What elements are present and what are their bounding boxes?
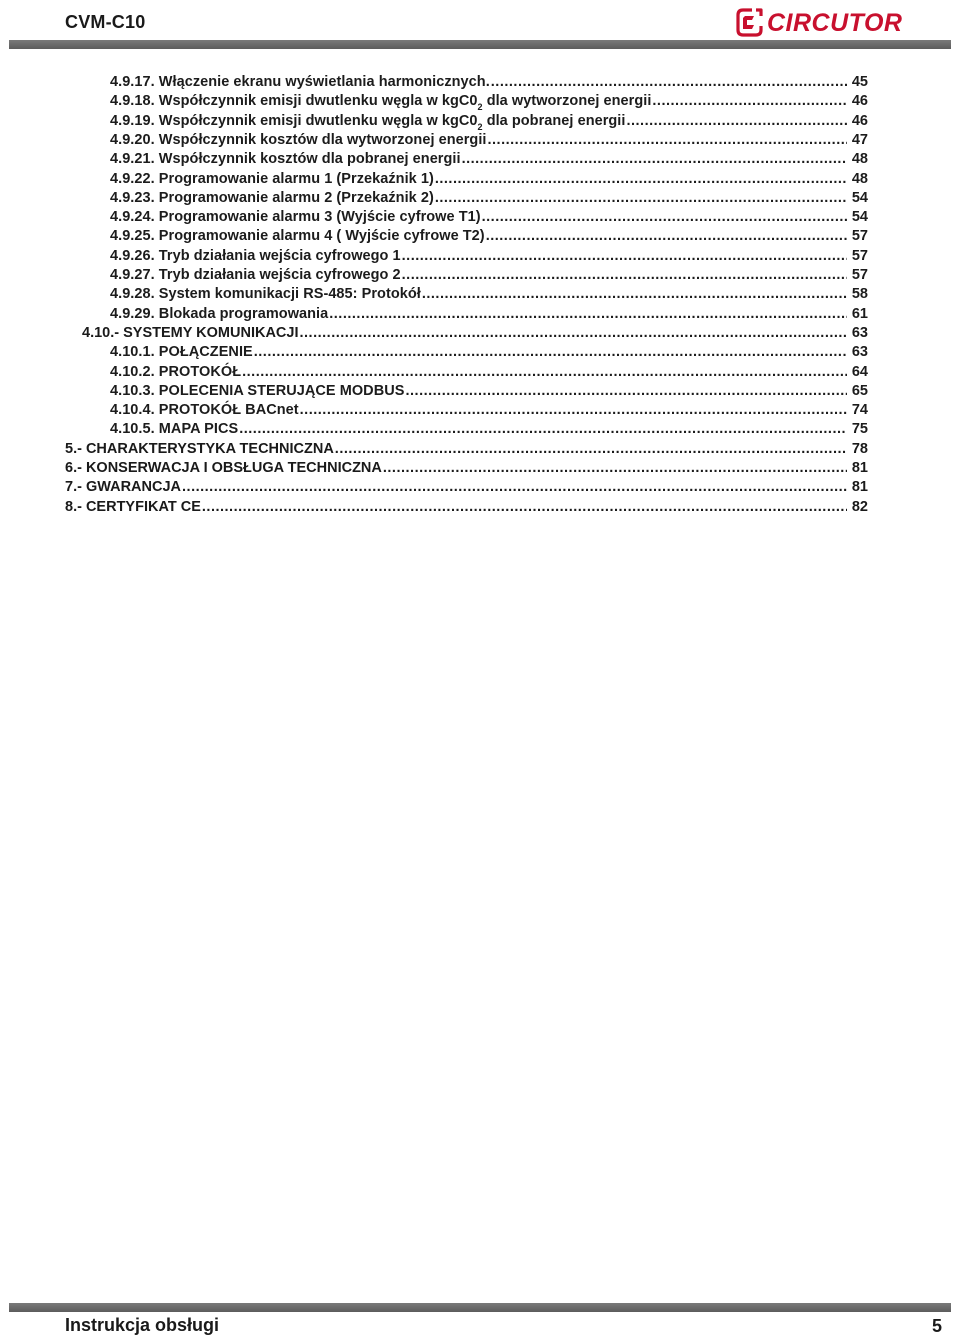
toc-entry-title xyxy=(65,441,334,457)
toc-entry[interactable] xyxy=(65,499,868,518)
toc-leader-dots xyxy=(435,190,847,206)
toc-entry-text: CHARAKTERYSTYKA TECHNICZNA xyxy=(85,440,334,457)
toc-entry-page: 78 xyxy=(851,440,868,457)
toc-entry-number: 4.9.18. xyxy=(110,93,155,110)
toc-leader-dots xyxy=(254,344,847,360)
toc-entry-text: SYSTEMY KOMUNIKACJI xyxy=(123,324,299,341)
toc-entry-text: Tryb działania wejścia cyfrowego 2 xyxy=(158,267,401,283)
toc-entry-text: CERTYFIKAT CE xyxy=(85,498,201,515)
toc-entry-page: 47 xyxy=(851,131,868,148)
toc-entry-title xyxy=(110,74,490,90)
toc-leader-dots xyxy=(300,402,847,418)
toc-entry-title xyxy=(110,151,461,167)
toc-entry-title xyxy=(110,421,238,437)
toc-entry-text: MAPA PICS xyxy=(158,421,239,438)
toc-entry-text: POLECENIA STERUJĄCE MODBUS xyxy=(158,382,405,399)
toc-entry-text-cont: dla wytworzonej energii xyxy=(482,93,652,110)
toc-entry-number: 7.- xyxy=(65,479,82,496)
toc-entry-title xyxy=(110,267,401,283)
toc-entry[interactable] xyxy=(110,421,868,440)
toc-entry-text: PROTOKÓŁ BACnet xyxy=(158,402,299,419)
toc-entry-page: 61 xyxy=(851,305,868,322)
toc-entry[interactable] xyxy=(110,151,868,170)
toc-entry-page: 46 xyxy=(851,112,868,129)
toc-entry-title xyxy=(110,209,481,225)
toc-entry-text: PROTOKÓŁ xyxy=(158,363,242,380)
toc-entry-number: 4.9.24. xyxy=(110,209,155,226)
toc-entry-number: 4.9.28. xyxy=(110,286,155,303)
toc-entry-page: 48 xyxy=(851,151,868,168)
toc-entry-text: Blokada programowania xyxy=(158,305,329,322)
toc-entry-page: 63 xyxy=(851,344,868,361)
toc-entry-number: 4.9.23. xyxy=(110,189,155,206)
toc-entry-number: 6.- xyxy=(65,460,82,476)
toc-entry-text: Programowanie alarmu 1 (Przekaźnik 1) xyxy=(158,170,434,187)
toc-entry-title xyxy=(82,325,299,341)
toc-entry-text-cont: dla pobranej energii xyxy=(482,112,626,129)
toc-entry-page: 82 xyxy=(851,498,868,515)
toc-entry-number: 4.9.26. xyxy=(110,247,155,264)
toc-entry-text: Programowanie alarmu 4 ( Wyjście cyfrowe T2) xyxy=(158,228,485,245)
toc-entry-text: Programowanie alarmu 3 (Wyjście cyfrowe T1) xyxy=(158,209,481,226)
toc-leader-dots xyxy=(182,479,847,495)
toc-leader-dots xyxy=(462,151,847,167)
toc-entry-title xyxy=(110,402,299,418)
toc-entry-page: 54 xyxy=(851,189,868,206)
toc-entry-text: GWARANCJA xyxy=(85,479,182,496)
toc-entry-number: 4.9.29. xyxy=(110,305,155,322)
toc-leader-dots xyxy=(335,441,847,457)
toc-entry-number: 4.9.27. xyxy=(110,267,155,283)
toc-entry-number: 4.9.17. xyxy=(110,74,155,90)
toc-entry-number: 4.9.25. xyxy=(110,228,155,245)
toc-leader-dots xyxy=(239,421,847,437)
toc-leader-dots xyxy=(402,248,847,264)
toc-entry[interactable] xyxy=(110,306,868,325)
toc-entry-page: 58 xyxy=(851,286,868,303)
toc-entry-title xyxy=(65,499,201,515)
toc-entry-page: 81 xyxy=(851,460,868,476)
toc-entry-text: Współczynnik emisji dwutlenku węgla w kgC0 xyxy=(158,112,478,129)
toc-entry-title xyxy=(110,113,625,132)
toc-entry-text: Współczynnik emisji dwutlenku węgla w kgC0 xyxy=(158,93,478,110)
toc-leader-dots xyxy=(435,171,847,187)
toc-entry-page: 81 xyxy=(851,479,868,496)
toc-entry-title xyxy=(110,190,434,206)
toc-leader-dots xyxy=(491,74,847,90)
toc-entry-page: 46 xyxy=(851,93,868,110)
toc-entry[interactable] xyxy=(110,132,868,151)
toc-entry-page: 57 xyxy=(851,228,868,245)
toc-entry-page: 48 xyxy=(851,170,868,187)
toc-leader-dots xyxy=(329,306,847,322)
toc-entry[interactable] xyxy=(110,364,868,383)
toc-entry-number: 4.9.21. xyxy=(110,151,155,168)
toc-entry-title xyxy=(65,460,382,476)
toc-entry[interactable] xyxy=(110,228,868,247)
toc-leader-dots xyxy=(300,325,848,341)
toc-entry-page: 74 xyxy=(851,402,868,419)
toc-entry-title xyxy=(110,248,401,264)
toc-entry[interactable] xyxy=(82,325,868,344)
toc-entry[interactable] xyxy=(65,460,868,479)
toc-entry-page: 45 xyxy=(851,74,868,90)
footer-rule xyxy=(9,1303,951,1312)
toc-entry-number: 4.9.22. xyxy=(110,170,155,187)
toc-entry-page: 64 xyxy=(851,363,868,380)
toc-leader-dots xyxy=(486,228,847,244)
toc-leader-dots xyxy=(482,209,847,225)
toc-leader-dots xyxy=(422,286,847,302)
toc-entry-title xyxy=(110,93,651,112)
toc-entry[interactable] xyxy=(110,113,868,132)
toc-entry-text: Współczynnik kosztów dla wytworzonej energii xyxy=(158,131,487,148)
toc-entry-number: 5.- xyxy=(65,440,82,457)
toc-leader-dots xyxy=(652,93,847,109)
toc-leader-dots xyxy=(242,364,847,380)
toc-entry-title xyxy=(110,171,434,187)
toc-entry[interactable] xyxy=(110,344,868,363)
toc-entry[interactable] xyxy=(110,267,868,286)
toc-entry-text: KONSERWACJA I OBSŁUGA TECHNICZNA xyxy=(85,460,382,476)
toc-entry-title xyxy=(110,306,328,322)
toc-entry-number: 4.10.1. xyxy=(110,344,155,361)
footer-manual-title: Instrukcja obsługi xyxy=(65,1315,220,1335)
toc-leader-dots xyxy=(383,460,847,476)
header-rule xyxy=(9,40,951,49)
circutor-logo-icon xyxy=(734,4,914,40)
toc-entry[interactable] xyxy=(65,441,868,460)
toc-entry[interactable] xyxy=(65,479,868,498)
toc-entry-number: 4.10.4. xyxy=(110,402,155,419)
toc-entry-title xyxy=(110,364,241,380)
toc-entry-text: POŁĄCZENIE xyxy=(158,344,253,361)
toc-entry-title xyxy=(110,344,253,360)
toc-entry-number: 8.- xyxy=(65,498,82,515)
toc-leader-dots xyxy=(626,113,847,129)
toc-entry-title xyxy=(110,228,485,244)
page-number: 5 xyxy=(931,1316,942,1336)
toc-entry[interactable] xyxy=(110,209,868,228)
toc-entry-page: 65 xyxy=(851,382,868,399)
circutor-logo xyxy=(734,4,914,40)
toc-entry-title xyxy=(110,383,404,399)
toc-entry-text: Programowanie alarmu 2 (Przekaźnik 2) xyxy=(158,189,434,206)
toc-entry[interactable] xyxy=(110,383,868,402)
toc-entry-title xyxy=(110,132,487,148)
toc-entry-number: 4.10.2. xyxy=(110,363,155,380)
toc-entry-text: Włączenie ekranu wyświetlania harmonicznych. xyxy=(158,74,490,90)
toc-entry[interactable] xyxy=(110,286,868,305)
toc-leader-dots xyxy=(405,383,847,399)
toc-entry-number: 4.10.5. xyxy=(110,421,155,438)
toc-entry-number: 4.9.20. xyxy=(110,131,155,148)
toc-entry[interactable] xyxy=(110,93,868,112)
toc-leader-dots xyxy=(488,132,848,148)
toc-entry-number: 4.10.- xyxy=(82,324,120,341)
toc-entry[interactable] xyxy=(110,402,868,421)
toc-entry[interactable] xyxy=(110,74,868,93)
toc-entry-number: 4.10.3. xyxy=(110,382,155,399)
toc-entry-text: Tryb działania wejścia cyfrowego 1 xyxy=(158,247,401,264)
toc-entry[interactable] xyxy=(110,171,868,190)
toc-entry-text: System komunikacji RS-485: Protokół xyxy=(158,286,421,303)
toc-entry[interactable] xyxy=(110,248,868,267)
toc-entry-page: 57 xyxy=(851,267,868,283)
toc-entry-text: Współczynnik kosztów dla pobranej energii xyxy=(158,151,461,168)
document-model-title: CVM-C10 xyxy=(65,12,146,32)
toc-leader-dots xyxy=(202,499,847,515)
svg-text:CIRCUTOR: CIRCUTOR xyxy=(767,9,903,37)
toc-entry-subscript: 2 xyxy=(477,121,483,132)
toc-entry-title xyxy=(65,479,181,495)
toc-entry-page: 57 xyxy=(851,247,868,264)
toc-leader-dots xyxy=(402,267,847,283)
toc-entry-page: 75 xyxy=(851,421,868,438)
toc-entry[interactable] xyxy=(110,190,868,209)
toc-entry-number: 4.9.19. xyxy=(110,112,155,129)
toc-entry-page: 63 xyxy=(851,324,868,341)
toc-entry-title xyxy=(110,286,421,302)
toc-entry-page: 54 xyxy=(851,209,868,226)
toc-entry-subscript: 2 xyxy=(477,102,483,113)
